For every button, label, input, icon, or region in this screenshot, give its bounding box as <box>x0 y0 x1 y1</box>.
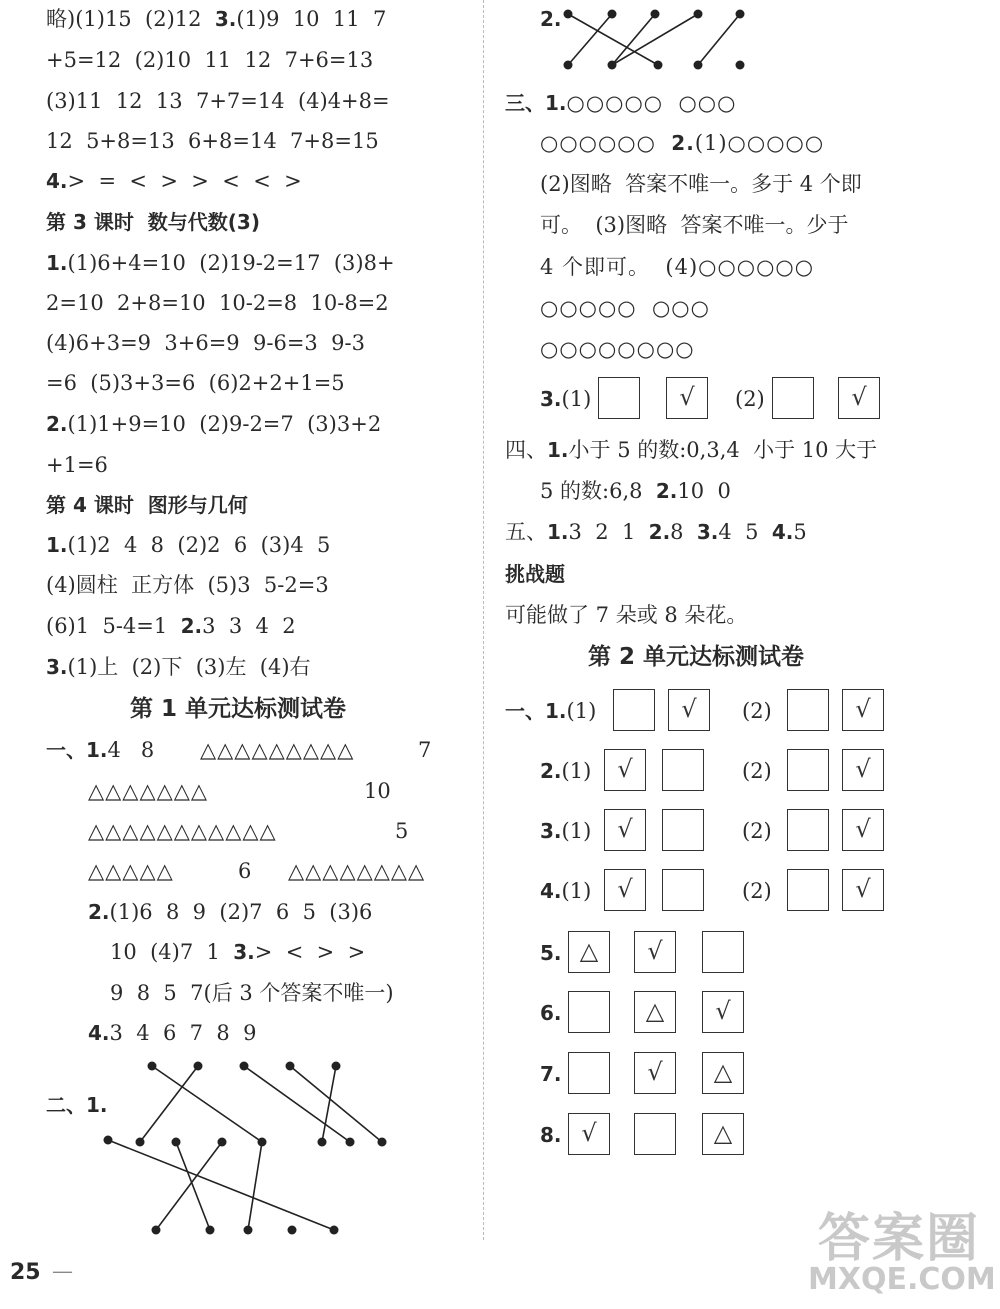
answer-box-checked: √ <box>666 377 708 419</box>
triangle-row: △△△△△△△△△ <box>200 738 355 762</box>
watermark-logo: 答案圈 <box>818 1209 981 1269</box>
text-line: 可能做了 7 朵或 8 朵花。 <box>505 603 748 627</box>
text-line: 四、1.小于 5 的数:0,3,4 小于 10 大于 <box>505 438 878 462</box>
text-line: (6)1 5-4=1 2.3 3 4 2 <box>46 614 296 638</box>
text-line: 1.(1)6+4=10 (2)19-2=17 (3)8+ <box>46 251 395 275</box>
text-line: 4 个即可。 (4)○○○○○○ <box>540 255 815 279</box>
answer-box-checked: √ <box>838 377 880 419</box>
text-line: 二、1. <box>46 1093 108 1117</box>
answer-box-triangle: △ <box>702 1052 744 1094</box>
text-line: (2) <box>742 879 772 903</box>
text-line: 9 8 5 7(后 3 个答案不唯一) <box>110 981 394 1005</box>
text-line: ○○○○○ ○○○ <box>540 296 710 320</box>
text-line: 略)(1)15 (2)12 3.(1)9 10 11 7 <box>46 7 387 31</box>
answer-box-checked: √ <box>604 749 646 791</box>
text-line: (4)6+3=9 3+6=9 9-6=3 9-3 <box>46 331 365 355</box>
text-line: 5 的数:6,8 2.10 0 <box>540 479 731 503</box>
text-line: 12 5+8=13 6+8=14 7+8=15 <box>46 129 379 153</box>
page-number: 25 <box>10 1260 41 1285</box>
answer-box <box>662 809 704 851</box>
text-line: 5. <box>540 941 562 965</box>
text-line: +5=12 (2)10 11 12 7+6=13 <box>46 48 374 72</box>
text-line: (4)圆柱 正方体 (5)3 5-2=3 <box>46 573 329 597</box>
answer-box <box>568 991 610 1033</box>
page-number-dash: — <box>52 1259 73 1283</box>
answer-box <box>634 1113 676 1155</box>
matching-diagram-left <box>0 0 483 1250</box>
text-line: 3.(1) <box>540 387 592 411</box>
triangle-row: △△△△△△△ <box>88 779 209 803</box>
section-heading: 第 4 课时 图形与几何 <box>46 493 248 517</box>
answer-box-checked: √ <box>842 809 884 851</box>
answer-box <box>568 1052 610 1094</box>
answer-box-triangle: △ <box>568 931 610 973</box>
answer-box-triangle: △ <box>634 991 676 1033</box>
triangle-row: △△△△△ <box>88 859 174 883</box>
answer-box-checked: √ <box>842 689 884 731</box>
answer-box-checked: √ <box>842 869 884 911</box>
answer-box <box>787 869 829 911</box>
count-value: 5 <box>395 819 409 843</box>
matching-diagram-right <box>540 0 760 80</box>
answer-box <box>772 377 814 419</box>
text-line: 1.(1)2 4 8 (2)2 6 (3)4 5 <box>46 533 331 557</box>
text-line: 一、1.4 8 <box>46 738 155 762</box>
answer-box-checked: √ <box>634 1052 676 1094</box>
text-line: (2) <box>742 699 772 723</box>
text-line: 2.(1) <box>540 759 592 783</box>
answer-box-checked: √ <box>604 809 646 851</box>
text-line: 4.(1) <box>540 879 592 903</box>
count-value: 7 <box>418 738 432 762</box>
text-line: 7. <box>540 1062 562 1086</box>
text-line: (2)图略 答案不唯一。多于 4 个即 <box>540 172 862 196</box>
text-line: 2.(1)1+9=10 (2)9-2=7 (3)3+2 <box>46 412 382 436</box>
answer-box <box>662 749 704 791</box>
column-divider <box>483 0 484 1240</box>
answer-box-checked: √ <box>702 991 744 1033</box>
section-heading: 第 3 课时 数与代数(3) <box>46 210 260 234</box>
answer-box-checked: √ <box>604 869 646 911</box>
text-line: 8. <box>540 1123 562 1147</box>
text-line: 2=10 2+8=10 10-2=8 10-8=2 <box>46 291 389 315</box>
text-line: 3.(1)上 (2)下 (3)左 (4)右 <box>46 655 311 679</box>
text-line: 2.(1)6 8 9 (2)7 6 5 (3)6 <box>88 900 373 924</box>
unit2-title: 第 2 单元达标测试卷 <box>588 644 805 670</box>
text-line: 6. <box>540 1001 562 1025</box>
count-value: 6 <box>238 859 252 883</box>
text-line: +1=6 <box>46 453 108 477</box>
challenge-heading: 挑战题 <box>505 562 565 586</box>
text-line: (2) <box>735 387 765 411</box>
answer-box <box>787 749 829 791</box>
answer-box-checked: √ <box>668 689 710 731</box>
text-line: ○○○○○○○○ <box>540 337 695 361</box>
text-line: 一、1.(1) <box>505 699 597 723</box>
answer-box <box>787 809 829 851</box>
text-line: ○○○○○○ 2.(1)○○○○○ <box>540 131 825 155</box>
answer-box <box>598 377 640 419</box>
unit1-title: 第 1 单元达标测试卷 <box>130 696 347 722</box>
text-line: 可。 (3)图略 答案不唯一。少于 <box>540 213 849 237</box>
text-line: (2) <box>742 759 772 783</box>
text-line: 4.3 4 6 7 8 9 <box>88 1021 257 1045</box>
text-line: 3.(1) <box>540 819 592 843</box>
text-line: (2) <box>742 819 772 843</box>
text-line: (3)11 12 13 7+7=14 (4)4+8= <box>46 89 390 113</box>
answer-box <box>787 689 829 731</box>
text-line: 三、1.○○○○○ ○○○ <box>505 91 737 115</box>
answer-box <box>702 931 744 973</box>
text-line: 2. <box>540 7 562 31</box>
triangle-row: △△△△△△△△ <box>288 859 426 883</box>
answer-box-triangle: △ <box>702 1113 744 1155</box>
answer-box-checked: √ <box>568 1113 610 1155</box>
text-line: 10 (4)7 1 3.> < > > <box>110 940 366 964</box>
triangle-row: △△△△△△△△△△△ <box>88 819 277 843</box>
text-line: =6 (5)3+3=6 (6)2+2+1=5 <box>46 371 345 395</box>
answer-box-checked: √ <box>842 749 884 791</box>
watermark-url: MXQE.COM <box>808 1262 996 1297</box>
answer-box-checked: √ <box>634 931 676 973</box>
answer-box <box>613 689 655 731</box>
text-line: 五、1.3 2 1 2.8 3.4 5 4.5 <box>505 520 807 544</box>
text-line: 4.> = < > > < < > <box>46 169 302 193</box>
count-value: 10 <box>364 779 391 803</box>
answer-box <box>662 869 704 911</box>
